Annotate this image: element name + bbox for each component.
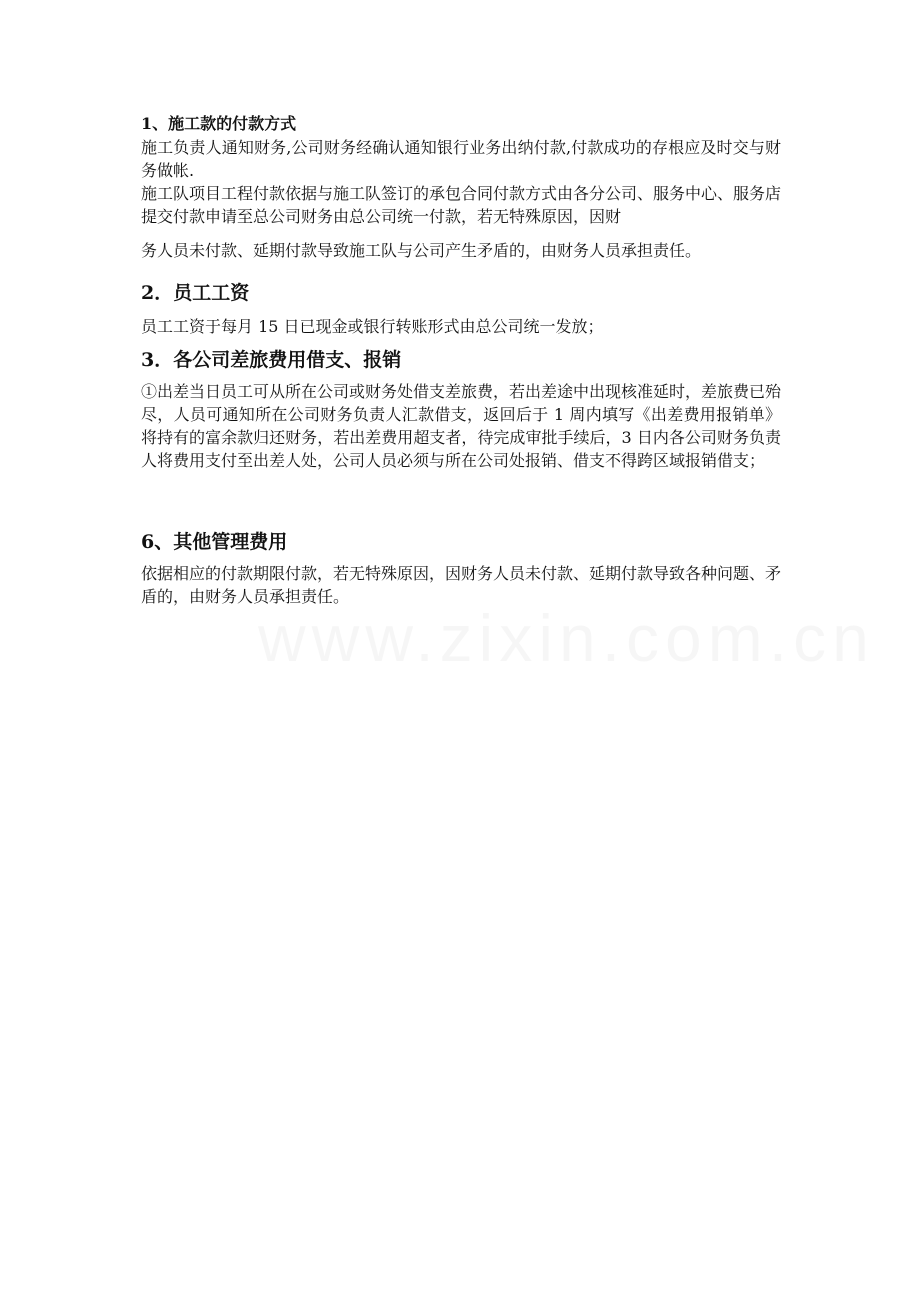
section-1-paragraph-2: 施工队项目工程付款依据与施工队签订的承包合同付款方式由各分公司、服务中心、服务店提交付款申请至总公司财务由总公司统一付款，若无特殊原因，因财 [141,184,782,226]
section-2-paragraph: 员工工资于每月 15 日已现金或银行转账形式由总公司统一发放； [141,317,604,336]
document-page [141,112,781,608]
watermark [258,600,875,676]
section-2-title: 2．员工工资 [141,282,250,304]
section-other-expenses [141,528,781,608]
section-3-title: 3．各公司差旅费用借支、报销 [141,349,402,371]
section-6-paragraph: 依据相应的付款期限付款，若无特殊原因，因财务人员未付款、延期付款导致各种问题、矛盾的，由财务人员承担责任。 [141,564,782,606]
section-payment-method [141,112,781,262]
section-1-paragraph-2-continued: 务人员未付款、延期付款导致施工队与公司产生矛盾的，由财务人员承担责任。 [141,241,702,260]
section-1-paragraph-1: 施工负责人通知财务,公司财务经确认通知银行业务出纳付款,付款成功的存根应及时交与财务做帐. [141,138,781,180]
section-salary [141,279,781,338]
section-6-title: 6、其他管理费用 [141,531,288,553]
section-travel-expenses [141,346,781,472]
section-3-paragraph: ①出差当日员工可从所在公司或财务处借支差旅费，若出差途中出现核准延时，差旅费已殆尽，人员可通知所在公司财务负责人汇款借支，返回后于 1 周内填写《出差费用报销单》将持有的富余款归还财务，若出差费用超支者，待完成审批手续后，3 日内各公司财务负责人将费用支付至出差人处，公司人员必须与所在公司处报销、借支不得跨区域报销借支； [141,382,782,470]
section-1-title: 1、施工款的付款方式 [141,114,297,133]
